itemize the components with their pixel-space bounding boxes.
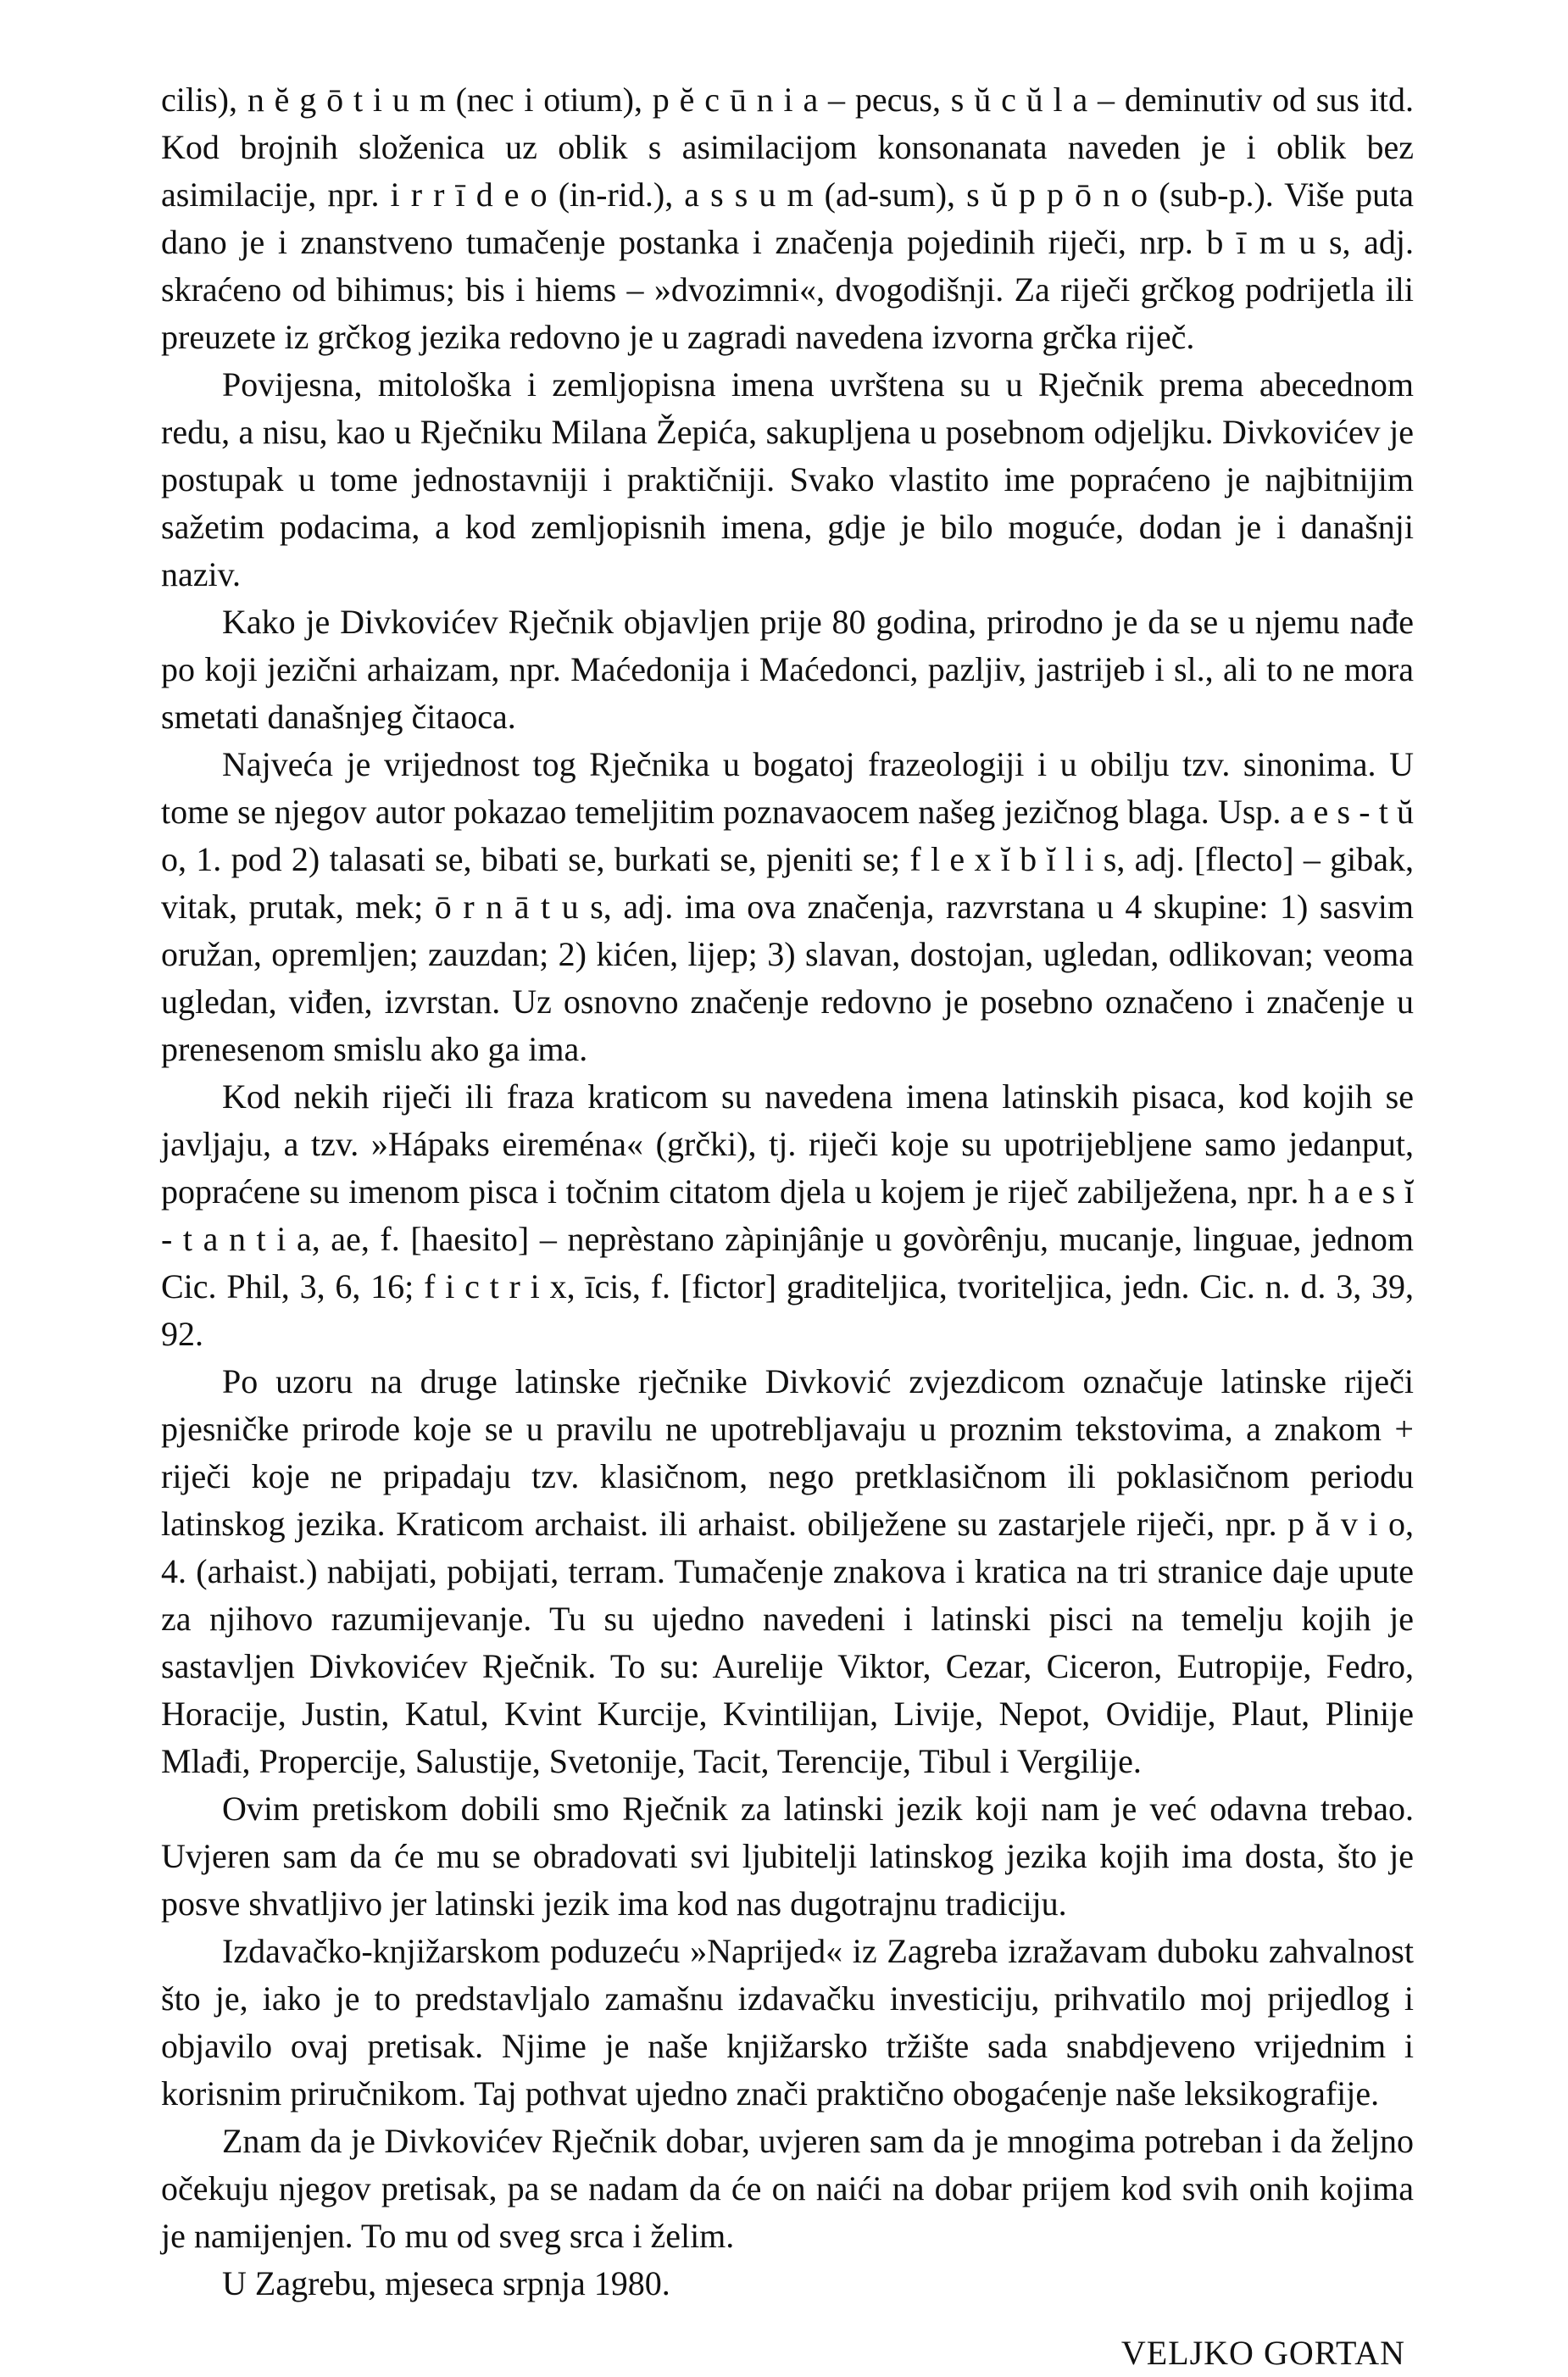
paragraph-3: Kako je Divkovićev Rječnik objavljen prije 80 godina, prirodno je da se u njemu nađe po koji jezični arhaizam, npr. Maćedonija i Maćedonci, pazljiv, jastrijeb i sl., ali to ne mora smetati današnjeg čitaoca.: [161, 603, 1414, 736]
paragraph-9: Znam da je Divkovićev Rječnik dobar, uvjeren sam da je mnogima potreban i da željno očekuju njegov pretisak, pa se nadam da će on naići na dobar prijem kod svih onih kojima je namijenjen. To mu od sveg srca i želim.: [161, 2122, 1414, 2255]
paragraph-5: Kod nekih riječi ili fraza kraticom su navedena imena latinskih pisaca, kod kojih se javljaju, a tzv. »Hápaks eireména« (grčki), tj. riječi koje su upotrijebljene samo jedanput, popraćene su imenom pisca i točnim citatom djela u kojem je riječ zabilježena, npr. h a e s ĭ - t a n t i a, ae, f. [haesito] – neprèstano zàpinjânje u govòrênju, mucanje, linguae, jednom Cic. Phil, 3, 6, 16; f i c t r i x, īcis, f. [fictor] graditeljica, tvoriteljica, jedn. Cic. n. d. 3, 39, 92.: [161, 1077, 1414, 1353]
paragraph-2: Povijesna, mitološka i zemljopisna imena uvrštena su u Rječnik prema abecednom redu, a nisu, kao u Rječniku Milana Žepića, sakupljena u posebnom odjeljku. Divkovićev je postupak u tome jednostavniji i praktičniji. Svako vlastito ime popraćeno je najbitnijim sažetim podacima, a kod zemljopisnih imena, gdje je bilo moguće, dodan je i današnji naziv.: [161, 365, 1414, 593]
dateline: U Zagrebu, mjeseca srpnja 1980.: [222, 2264, 670, 2302]
paragraph-6: Po uzoru na druge latinske rječnike Divković zvjezdicom označuje latinske riječi pjesničke prirode koje se u pravilu ne upotrebljavaju u proznim tekstovima, a znakom + riječi koje ne pripadaju tzv. klasičnom, nego pretklasičnom ili poklasičnom periodu latinskog jezika. Kraticom archaist. ili arhaist. obilježene su zastarjele riječi, npr. p ă v i o, 4. (arhaist.) nabijati, pobijati, terram. Tumačenje znakova i kratica na tri stranice daje upute za njihovo razumijevanje. Tu su ujedno navedeni i latinski pisci na temelju kojih je sastavljen Divkovićev Rječnik. To su: Aurelije Viktor, Cezar, Ciceron, Eutropije, Fedro, Horacije, Justin, Katul, Kvint Kurcije, Kvintilijan, Livije, Nepot, Ovidije, Plaut, Plinije Mlađi, Propercije, Salustije, Svetonije, Tacit, Terencije, Tibul i Vergilije.: [161, 1362, 1414, 1780]
author-signature: VELJKO GORTAN: [1120, 2334, 1405, 2372]
paragraph-7: Ovim pretiskom dobili smo Rječnik za latinski jezik koji nam je već odavna trebao. Uvjeren sam da će mu se obradovati svi ljubitelji latinskog jezika kojih ima dosta, što je posve shvatljivo jer latinski jezik ima kod nas dugotrajnu tradiciju.: [161, 1790, 1414, 1923]
paragraph-4: Najveća je vrijednost tog Rječnika u bogatoj frazeologiji i u obilju tzv. sinonima. U tome se njegov autor pokazao temeljitim poznavaocem našeg jezičnog blaga. Usp. a e s - t ŭ o, 1. pod 2) talasati se, bibati se, burkati se, pjeniti se; f l e x ĭ b ĭ l i s, adj. [flecto] – gibak, vitak, prutak, mek; ō r n ā t u s, adj. ima ova značenja, razvrstana u 4 skupine: 1) sasvim oružan, opremljen; zauzdan; 2) kićen, lijep; 3) slavan, dostojan, ugledan, odlikovan; veoma ugledan, viđen, izvrstan. Uz osnovno značenje redovno je posebno označeno i značenje u prenesenom smislu ako ga ima.: [161, 745, 1414, 1068]
document-page: [161, 76, 1414, 2372]
paragraph-8: Izdavačko-knjižarskom poduzeću »Naprijed« iz Zagreba izražavam duboku zahvalnost što je, iako je to predstavljalo zamašnu izdavačku investiciju, prihvatilo moj prijedlog i objavilo ovaj pretisak. Njime je naše knjižarsko tržište sada snabdjeveno vrijednim i korisnim priručnikom. Taj pothvat ujedno znači praktično obogaćenje naše leksikografije.: [161, 1932, 1414, 2113]
paragraph-1: cilis), n ĕ g ō t i u m (nec i otium), p ĕ c ū n i a – pecus, s ŭ c ŭ l a – deminutiv od sus itd. Kod brojnih složenica uz oblik s asimilacijom konsonanata naveden je i oblik bez asimilacije, npr. i r r ī d e o (in-rid.), a s s u m (ad-sum), s ŭ p p ō n o (sub-p.). Više puta dano je i znanstveno tumačenje postanka i značenja pojedinih riječi, nrp. b ī m u s, adj. skraćeno od bihimus; bis i hiems – »dvozimni«, dvogodišnji. Za riječi grčkog podrijetla ili preuzete iz grčkog jezika redovno je u zagradi navedena izvorna grčka riječ.: [161, 81, 1414, 356]
